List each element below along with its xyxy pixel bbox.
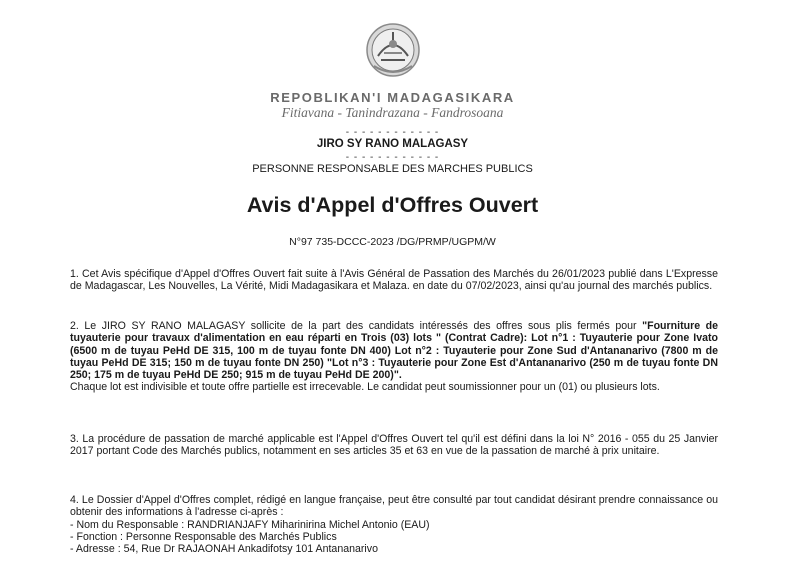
paragraph-2-intro: 2. Le JIRO SY RANO MALAGASY sollicite de la part des candidats intéressés des offres sous plis fermés pour [70, 320, 643, 332]
paragraph-3: 3. La procédure de passation de marché applicable est l'Appel d'Offres Ouvert tel qu'il est défini dans la loi N° 2016 - 055 du 25 Janvier 2017 portant Code des Marchés publics, notamment en ses articles 35 et 63 en vue de la passation de marché à prix unitaire. [70, 433, 718, 458]
republic-motto: Fitiavana - Tanindrazana - Fandrosoana [281, 105, 504, 120]
document-title: Avis d'Appel d'Offres Ouvert [246, 193, 539, 217]
paragraph-4 [70, 494, 718, 555]
separator-top: - - - - - - - - - - - - [345, 127, 440, 138]
paragraph-1: 1. Cet Avis spécifique d'Appel d'Offres Ouvert fait suite à l'Avis Général de Passation des Marchés du 26/01/2023 publié dans L'Expresse de Madagascar, Les Nouvelles, La Vérité, Midi Madagasikara et Malaza. en date du 07/02/2023, ainsi qu'au journal des marchés publics. [70, 268, 718, 293]
republic-seal-emblem [364, 20, 422, 82]
republic-name: REPOBLIKAN'I MADAGASIKARA [270, 90, 515, 105]
paragraph-2-end: Chaque lot est indivisible et toute offre partielle est irrecevable. Le candidat peut soumissionner pour un (01) ou plusieurs lots. [70, 381, 660, 394]
contact-name: - Nom du Responsable : RANDRIANJAFY Miharinirina Michel Antonio (EAU) [70, 518, 430, 531]
separator-bottom: - - - - - - - - - - - - [345, 152, 440, 163]
organization-name: JIRO SY RANO MALAGASY [316, 138, 469, 150]
paragraph-2 [70, 320, 718, 394]
paragraph-4-intro: 4. Le Dossier d'Appel d'Offres complet, rédigé en langue française, peut être consulté par tout candidat désirant prendre connaissance ou obtenir des informations à l'adresse ci-après : [70, 494, 718, 519]
department-name: PERSONNE RESPONSABLE DES MARCHES PUBLICS [252, 163, 533, 175]
paragraph-2-lots: "Fourniture de tuyauterie pour travaux d'alimentation en eau réparti en Trois (03) lots " (Contrat Cadre): Lot n°1 : Tuyauterie pour Zone Ivato (6500 m de tuyau PeHd DE 315, 100 m de tuyau fonte DN 400) Lot n°2 : Tuyauterie pour Zone Sud d'Antananarivo (7800 m de tuyau PeHd DE 315; 150 m de tuyau fonte DN 250) "Lot n°3 : Tuyauterie pour Zone Est d'Antananarivo (250 m de tuyau fonte DN 250; 175 m de tuyau PeHd DE 250; 915 m de tuyau PeHd DE 200)". [70, 320, 719, 382]
contact-function: - Fonction : Personne Responsable des Marchés Publics [70, 530, 337, 543]
reference-number: N°97 735-DCCC-2023 /DG/PRMP/UGPM/W [289, 236, 496, 248]
contact-address: - Adresse : 54, Rue Dr RAJAONAH Ankadifotsy 101 Antananarivo [70, 543, 378, 556]
